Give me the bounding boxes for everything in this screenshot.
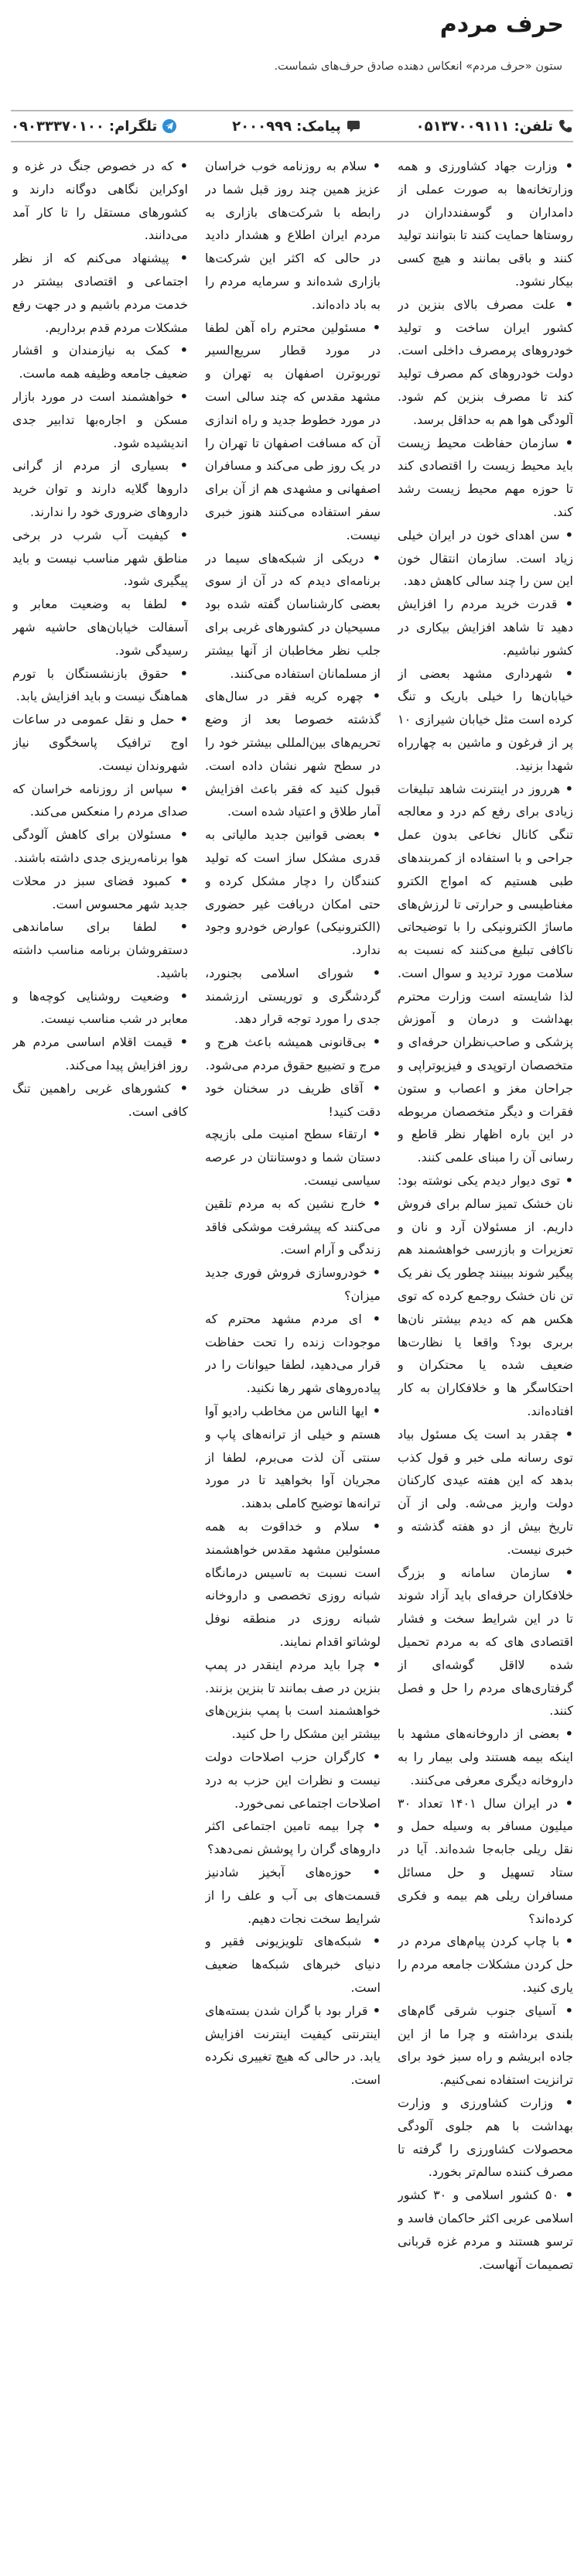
message-item: • وزارت کشاورزی و وزارت بهداشت با هم جلوی آلودگی محصولات کشاورزی را گرفته تا مصرف کننده سالم‌تر بخورد.: [398, 2092, 573, 2184]
page-subtitle: ستون «حرف مردم» انعکاس دهنده صادق حرف‌های شماست.: [274, 60, 562, 73]
telegram-label: تلگرام:: [108, 118, 158, 135]
message-item: • هرروز در اینترنت شاهد تبلیغات زیادی برای رفع کم درد و معالجه تنگی کانال نخاعی بدون عمل جراحی و با استفاده از کمربندهای طبی هستیم که امواج الکترو مغناطیسی و حرارتی تا لرزش‌های ماساژ الکترونیکی را با توضیحاتی ناکافی تبلیغ می‌کنند که نسبت به سلامت مورد تردید و سوال است. لذا شایسته است وزارت محترم بهداشت و درمان و آموزش پزشکی و صاحب‌نظران حرفه‌ای و متخصصان ارتوپدی و فیزیوتراپی و جراحان مغز و اعصاب و ستون فقرات و دیگر متخصصان مربوطه در این باره اظهار نظر قاطع و رسانی آن را مبنای علمی کنند.: [398, 778, 573, 1170]
message-item: • خودروسازی فروش فوری جدید میزان؟: [205, 1261, 381, 1308]
message-item: • کمک به نیازمندان و اقشار ضعیف جامعه وظیفه همه ماست.: [12, 339, 188, 385]
message-item: • ای مردم مشهد محترم که موجودات زنده را تحت حفاظت قرار می‌دهید، لطفا حیوانات را در پیاده‌روهای شهر رها نکنید.: [205, 1308, 381, 1400]
message-item: • دریکی از شبکه‌های سیما در برنامه‌ای دیدم که در آن از سوی بعضی کارشناسان گفته شده بود مسیحیان در کشورهای غربی برای جلب نظر مخاطبان از آنها بیشتر از مسلمانان استفاده می‌کنند.: [205, 547, 381, 686]
message-item: • چرا بیمه تامین اجتماعی اکثر داروهای گران را پوشش نمی‌دهد؟: [205, 1815, 381, 1861]
telegram-number: ۰۹۰۳۳۳۷۰۱۰۰: [11, 118, 104, 135]
message-item: • حوزه‌های آبخیز شادنیز قسمت‌های بی آب و علف را از شرایط سخت نجات دهیم.: [205, 1861, 381, 1930]
sms-icon: [346, 118, 361, 134]
message-item: • سپاس از روزنامه خراسان که صدای مردم را منعکس می‌کند.: [12, 778, 188, 824]
message-item: • علت مصرف بالای بنزین در کشور ایران ساخت و تولید خودروهای پرمصرف داخلی است. دولت خودروهای کم مصرف تولید کند تا مصرف بنزین کم شود. آلودگی هوا هم به حداقل برسد.: [398, 293, 573, 432]
message-item: • لطفا به وضعیت معابر و آسفالت خیابان‌های حاشیه شهر رسیدگی شود.: [12, 593, 188, 662]
message-item: • ۵۰ کشور اسلامی و ۳۰ کشور اسلامی عربی اکثر حاکمان فاسد و ترسو هستند و مردم غزه قربانی تصمیمات آنهاست.: [398, 2184, 573, 2276]
telegram-icon: [162, 118, 177, 134]
message-item: • که در خصوص جنگ در غزه و اوکراین نگاهی دوگانه دارند و کشورهای مستقل را تا کار آمد می‌دانند.: [12, 155, 188, 247]
telegram-contact[interactable]: [11, 118, 177, 135]
masthead: [0, 0, 584, 87]
message-item: • پیشنهاد می‌کنم که از نظر اجتماعی و اقتصادی بیشتر در خدمت مردم باشیم و در جهت رفع مشکلات مردم قدم برداریم.: [12, 247, 188, 339]
message-item: • مسئولان برای کاهش آلودگی هوا برنامه‌ریزی جدی داشته باشند.: [12, 823, 188, 870]
column-right: [398, 155, 573, 2567]
columns-container: [11, 155, 573, 2567]
sms-number: ۲۰۰۰۹۹۹: [232, 118, 292, 135]
sms-contact[interactable]: [232, 118, 361, 135]
message-item: • ارتقاء سطح امنیت ملی بازیچه دستان شما و دوستانتان در عرصه سیاسی نیست.: [205, 1123, 381, 1192]
message-item: • بعضی قوانین جدید مالیاتی به قدری مشکل ساز است که تولید کنندگان را دچار مشکل کرده و حتی امکان دریافت غیر حضوری (الکترونیکی) عوارض خودرو وجود ندارد.: [205, 823, 381, 962]
message-item: • وضعیت روشنایی کوچه‌ها و معابر در شب مناسب نیست.: [12, 985, 188, 1031]
message-item: • بسیاری از مردم از گرانی داروها گلایه دارند و توان خرید داروهای ضروری خود را ندارند.: [12, 454, 188, 523]
message-item: • قدرت خرید مردم را افزایش دهید تا شاهد افزایش بیکاری در کشور نباشیم.: [398, 593, 573, 662]
message-item: • بی‌قانونی همیشه باعث هرج و مرج و تضییع حقوق مردم می‌شود.: [205, 1031, 381, 1077]
message-item: • چهره کریه فقر در سال‌های گذشته خصوصا بعد از وضع تحریم‌های بین‌المللی بیشتر خود را در سطح شهر نشان داده است. قبول کنید که فقر باعث افزایش آمار طلاق و اعتیاد شده است.: [205, 685, 381, 823]
message-item: • وزارت جهاد کشاورزی و همه وزارتخانه‌ها به صورت عملی از دامداران و گوسفندداران در روستاها حمایت کنند تا بتوانند تولید کنند و باقی بمانند و هیچ کسی بیکار نشود.: [398, 155, 573, 293]
message-item: • چرا باید مردم اینقدر در پمپ بنزین در صف بمانند تا بنزین بزنند. خواهشمند است با پمپ بنزین‌های بیشتر این مشکل را حل کنید.: [205, 1654, 381, 1746]
phone-contact[interactable]: [416, 118, 573, 135]
message-item: • آقای ظریف در سخنان خود دقت کنید!: [205, 1077, 381, 1124]
message-item: • قرار بود با گران شدن بسته‌های اینترنتی کیفیت اینترنت افزایش یابد. در حالی که هیچ تغییری نکرده است.: [205, 2000, 381, 2092]
message-item: • کارگران حزب اصلاحات دولت نیست و نظرات این حزب به درد اصلاحات اجتماعی نمی‌خورد.: [205, 1746, 381, 1815]
message-item: • لطفا برای ساماندهی دستفروشان برنامه مناسب داشته باشید.: [12, 915, 188, 984]
message-item: • ایها الناس من مخاطب رادیو آوا هستم و خیلی از ترانه‌های پاپ و سنتی آن لذت می‌برم، لطفا از مجریان آوا بخواهید تا در مورد ترانه‌ها توضیح کاملی بدهند.: [205, 1400, 381, 1515]
message-item: • با چاپ کردن پیام‌های مردم در حل کردن مشکلات جامعه مردم را یاری کنید.: [398, 1930, 573, 1999]
message-item: • سازمان حفاظت محیط زیست باید محیط زیست را اقتصادی کند تا حوزه مهم محیط زیست رشد کند.: [398, 432, 573, 524]
message-item: • توی دیوار دیدم یکی نوشته بود: نان خشک تمیز سالم برای فروش داریم. از مسئولان آرد و نان و تعزیرات و بازرسی خواهشمند هم پیگیر شوند ببینند چطور یک نفر یک تن نان خشک روجمع کرده که توی هکس هم که دیدم بیشتر نان‌ها بربری بود؟ واقعا یا نظارت‌ها ضعیف شده یا محتکران و احتکاسگر ها و خلافکاران به کار افتاده‌اند.: [398, 1169, 573, 1423]
column-left: [12, 155, 188, 2567]
message-item: • شورای اسلامی بجنورد، گردشگری و توریستی ارزشمند جدی را مورد توجه قرار دهد.: [205, 962, 381, 1031]
column-middle: [205, 155, 381, 2567]
message-item: • شبکه‌های تلویزیونی فقیر و دنیای خبرهای شبکه‌ها ضعیف است.: [205, 1930, 381, 1999]
message-item: • سلام و خداقوت به همه مسئولین مشهد مقدس خواهشمند است نسبت به تاسیس درمانگاه شبانه روزی تخصصی و داروخانه شبانه روزی در منطقه نوفل لوشاتو اقدام نمایند.: [205, 1515, 381, 1654]
phone-number: ۰۵۱۳۷۰۰۹۱۱۱: [415, 118, 510, 135]
contact-bar: [11, 110, 573, 142]
message-item: • سلام به روزنامه خوب خراسان عزیز همین چند روز قبل شما در رابطه با شرکت‌های بازاری به مردم ایران اطلاع و هشدار دادید در حالی که اکثر این شرکت‌ها بازاری شده‌اند و سرمایه مردم را به باد داده‌اند.: [205, 155, 381, 316]
message-item: • خواهشمند است در مورد بازار مسکن و اجاره‌بها تدابیر جدی اندیشیده شود.: [12, 385, 188, 454]
message-item: • آسیای جنوب شرقی گام‌های بلندی برداشته و چرا ما از این جاده ابریشم و راه سبز خود برای ترانزیت استفاده نمی‌کنیم.: [398, 2000, 573, 2092]
page-title: حرف مردم: [439, 11, 564, 38]
message-item: • کمبود فضای سبز در محلات جدید شهر محسوس است.: [12, 870, 188, 916]
message-item: • کشورهای غربی راهمین تنگ کافی است.: [12, 1077, 188, 1124]
message-item: • حقوق بازنشستگان با تورم هماهنگ نیست و باید افزایش یابد.: [12, 662, 188, 709]
message-item: • سن اهدای خون در ایران خیلی زیاد است. سازمان انتقال خون این سن را چند سالی کاهش دهد.: [398, 524, 573, 593]
sms-label: پیامک:: [296, 118, 341, 135]
message-item: • قیمت اقلام اساسی مردم هر روز افزایش پیدا می‌کند.: [12, 1031, 188, 1077]
message-item: • حمل و نقل عمومی در ساعات اوج ترافیک پاسخگوی نیاز شهروندان نیست.: [12, 708, 188, 777]
phone-icon: [558, 118, 573, 134]
message-item: • چقدر بد است یک مسئول بیاد توی رسانه ملی خبر و قول کذب بدهد که این هفته عیدی کارکنان دولت واریز می‌شه. ولی از آن تاریخ بیش از دو هفته گذشته و خبری نیست.: [398, 1423, 573, 1562]
message-item: • سازمان سامانه و بزرگ خلافکاران حرفه‌ای باید آزاد شوند تا در این شرایط سخت و فشار اقتصادی های که به مردم تحمیل شده لااقل گوشه‌ای از گرفتاری‌های مردم را حل و فصل کنند.: [398, 1562, 573, 1723]
phone-label: تلفن:: [514, 118, 553, 135]
message-item: • کیفیت آب شرب در برخی مناطق شهر مناسب نیست و باید پیگیری شود.: [12, 524, 188, 593]
message-item: • مسئولین محترم راه آهن لطفا در مورد قطار سریع‌السیر توربوترن اصفهان به تهران و مشهد مقدس که چند سالی است در مورد خطوط جدید و راه اندازی آن که مسافت اصفهان تا تهران را در یک روز طی می‌کند و مسافران اصفهانی و مشهدی هم از آن برای سفر استفاده می‌کنند هنوز خبری نیست.: [205, 316, 381, 547]
message-item: • خارج نشین که به مردم تلقین می‌کنند که پیشرفت موشکی فاقد زندگی و آرام است.: [205, 1192, 381, 1261]
message-item: • بعضی از داروخانه‌های مشهد با اینکه بیمه هستند ولی بیمار را به داروخانه دیگری معرفی می‌کنند.: [398, 1722, 573, 1791]
message-item: • در ایران سال ۱۴۰۱ تعداد ۳۰ میلیون مسافر به وسیله حمل و نقل ریلی جابه‌جا شده‌اند. آیا در ستاد تسهیل و حل مسائل مسافران ریلی هم بیمه و فکری کرده‌اند؟: [398, 1792, 573, 1931]
message-item: • شهرداری مشهد بعضی از خیابان‌ها را خیلی باریک و تنگ کرده است مثل خیابان شیرازی ۱۰ پر از فرغون و ماشین به چهارراه شهدا بزنید.: [398, 662, 573, 778]
